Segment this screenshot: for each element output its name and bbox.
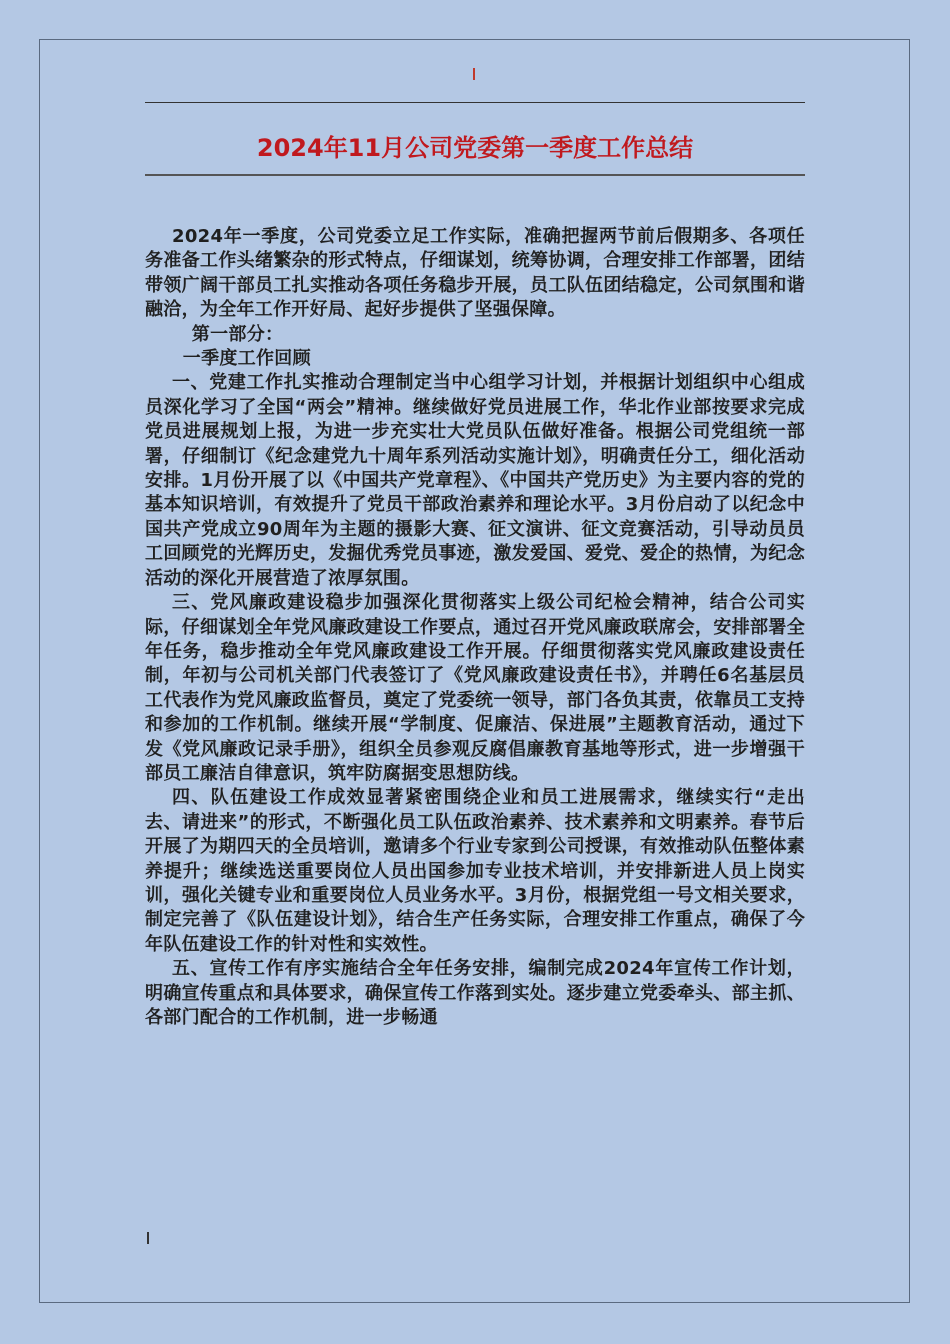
header-rule bbox=[145, 102, 805, 103]
section-integrity: 三、党风廉政建设稳步加强深化贯彻落实上级公司纪检会精神，结合公司实际，仔细谋划全年党风廉政建设工作要点，通过召开党风廉政联席会，安排部署全年任务，稳步推动全年党风廉政建设工作开展。仔细贯彻落实党风廉政建设责任制，年初与公司机关部门代表签订了《党风廉政建设责任书》，并聘任6名基层员工代表作为党风廉政监督员，奠定了党委统一领导，部门各负其责，依靠员工支持和参加的工作机制。继续开展“学制度、促廉洁、保进展”主题教育活动，通过下发《党风廉政记录手册》，组织全员参观反腐倡廉教育基地等形式，进一步增强干部员工廉洁自律意识，筑牢防腐据变思想防线。 bbox=[145, 592, 805, 784]
document-title: 2024年11月公司党委第一季度工作总结 bbox=[256, 134, 694, 162]
document-body bbox=[145, 225, 805, 1030]
header-cursor-mark bbox=[473, 68, 475, 80]
title-underline bbox=[145, 174, 805, 176]
section-party-building: 一、党建工作扎实推动合理制定当中心组学习计划，并根据计划组织中心组成员深化学习了全国“两会”精神。继续做好党员进展工作，华北作业部按要求完成党员进展规划上报，为进一步充实壮大党员队伍做好准备。根据公司党组统一部署，仔细制订《纪念建党九十周年系列活动实施计划》，明确责任分工，细化活动安排。1月份开展了以《中国共产党章程》、《中国共产党历史》为主要内容的党的基本知识培训，有效提升了党员干部政治素养和理论水平。3月份启动了以纪念中国共产党成立90周年为主题的摄影大赛、征文演讲、征文竞赛活动，引导动员员工回顾党的光辉历史，发掘优秀党员事迹，激发爱国、爱党、爱企的热情，为纪念活动的深化开展营造了浓厚氛围。 bbox=[145, 372, 805, 589]
footer-cursor-mark bbox=[147, 1232, 149, 1244]
intro-paragraph: 2024年一季度，公司党委立足工作实际，准确把握两节前后假期多、各项任务准备工作头绪繁杂的形式特点，仔细谋划，统筹协调，合理安排工作部署，团结带领广阔干部员工扎实推动各项任务稳步开展，员工队伍团结稳定，公司氛围和谐融洽，为全年工作开好局、起好步提供了坚强保障。 bbox=[145, 226, 805, 321]
part-label: 第一部分： bbox=[191, 323, 284, 345]
section-publicity: 五、宣传工作有序实施结合全年任务安排，编制完成2024年宣传工作计划，明确宣传重点和具体要求，确保宣传工作落到实处。逐步建立党委牵头、部主抓、各部门配合的工作机制，进一步畅通 bbox=[145, 958, 805, 1028]
part-heading: 一季度工作回顾 bbox=[182, 348, 311, 370]
section-team-building: 四、队伍建设工作成效显著紧密围绕企业和员工进展需求，继续实行“走出去、请进来”的形式，不断强化员工队伍政治素养、技术素养和文明素养。春节后开展了为期四天的全员培训，邀请多个行业专家到公司授课，有效推动队伍整体素养提升；继续选送重要岗位人员出国参加专业技术培训，并安排新进人员上岗实训，强化关键专业和重要岗位人员业务水平。3月份，根据党组一号文相关要求，制定完善了《队伍建设计划》，结合生产任务实际，合理安排工作重点，确保了今年队伍建设工作的针对性和实效性。 bbox=[145, 787, 805, 955]
